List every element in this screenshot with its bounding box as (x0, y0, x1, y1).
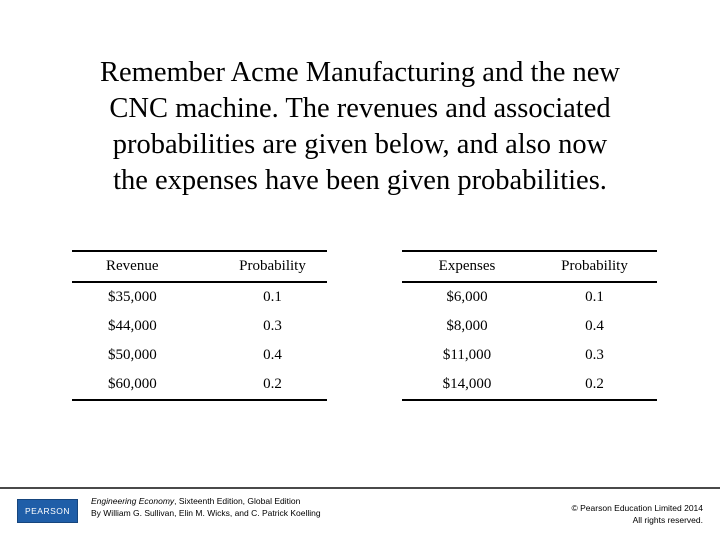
revenue-table (72, 250, 327, 401)
expense-probability-header: Probability (561, 258, 628, 274)
revenue-table-header-row (72, 251, 327, 282)
revenue-cell: $50,000 (108, 347, 157, 363)
expenses-header: Expenses (438, 258, 496, 274)
revenue-cell: $35,000 (108, 289, 157, 305)
rights-text: All rights reserved. (632, 515, 703, 525)
slide-title (40, 55, 680, 199)
copyright-text: © Pearson Education Limited 2014 (571, 503, 703, 513)
authors-text: By William G. Sullivan, Elin M. Wicks, and C. Patrick Koelling (91, 508, 321, 518)
table-row (72, 341, 327, 370)
title-line-1: Remember Acme Manufacturing and the new (100, 57, 620, 88)
table-row (402, 370, 657, 400)
probability-cell: 0.1 (263, 289, 282, 305)
edition-text: , Sixteenth Edition, Global Edition (174, 496, 301, 506)
title-line-4: the expenses have been given probabilities. (113, 165, 607, 196)
book-title: Engineering Economy (91, 496, 175, 506)
table-row (72, 312, 327, 341)
table-row (72, 370, 327, 400)
probability-cell: 0.3 (585, 347, 604, 363)
table-row (402, 341, 657, 370)
title-line-2: CNC machine. The revenues and associated (109, 93, 611, 124)
revenue-cell: $60,000 (108, 376, 157, 392)
expense-table (402, 250, 657, 401)
probability-cell: 0.2 (585, 376, 604, 392)
probability-cell: 0.2 (263, 376, 282, 392)
footer-citation (91, 495, 391, 519)
expense-cell: $8,000 (446, 318, 488, 334)
probability-cell: 0.4 (585, 318, 604, 334)
expense-cell: $11,000 (442, 347, 492, 363)
revenue-header: Revenue (106, 258, 159, 274)
expense-table-header-row (402, 251, 657, 282)
table-row (72, 282, 327, 312)
citation-line-1 (91, 495, 391, 507)
footer-divider (0, 487, 720, 489)
title-line-3: probabilities are given below, and also now (112, 129, 608, 160)
table-row (402, 312, 657, 341)
revenue-cell: $44,000 (108, 318, 157, 334)
logo-text: PEARSON (24, 506, 71, 516)
table-row (402, 282, 657, 312)
revenue-probability-header: Probability (239, 258, 306, 274)
footer-copyright (483, 502, 703, 526)
probability-cell: 0.1 (585, 289, 604, 305)
expense-cell: $14,000 (442, 376, 492, 392)
probability-cell: 0.3 (263, 318, 282, 334)
probability-cell: 0.4 (263, 347, 282, 363)
expense-cell: $6,000 (446, 289, 488, 305)
pearson-logo (17, 499, 78, 523)
